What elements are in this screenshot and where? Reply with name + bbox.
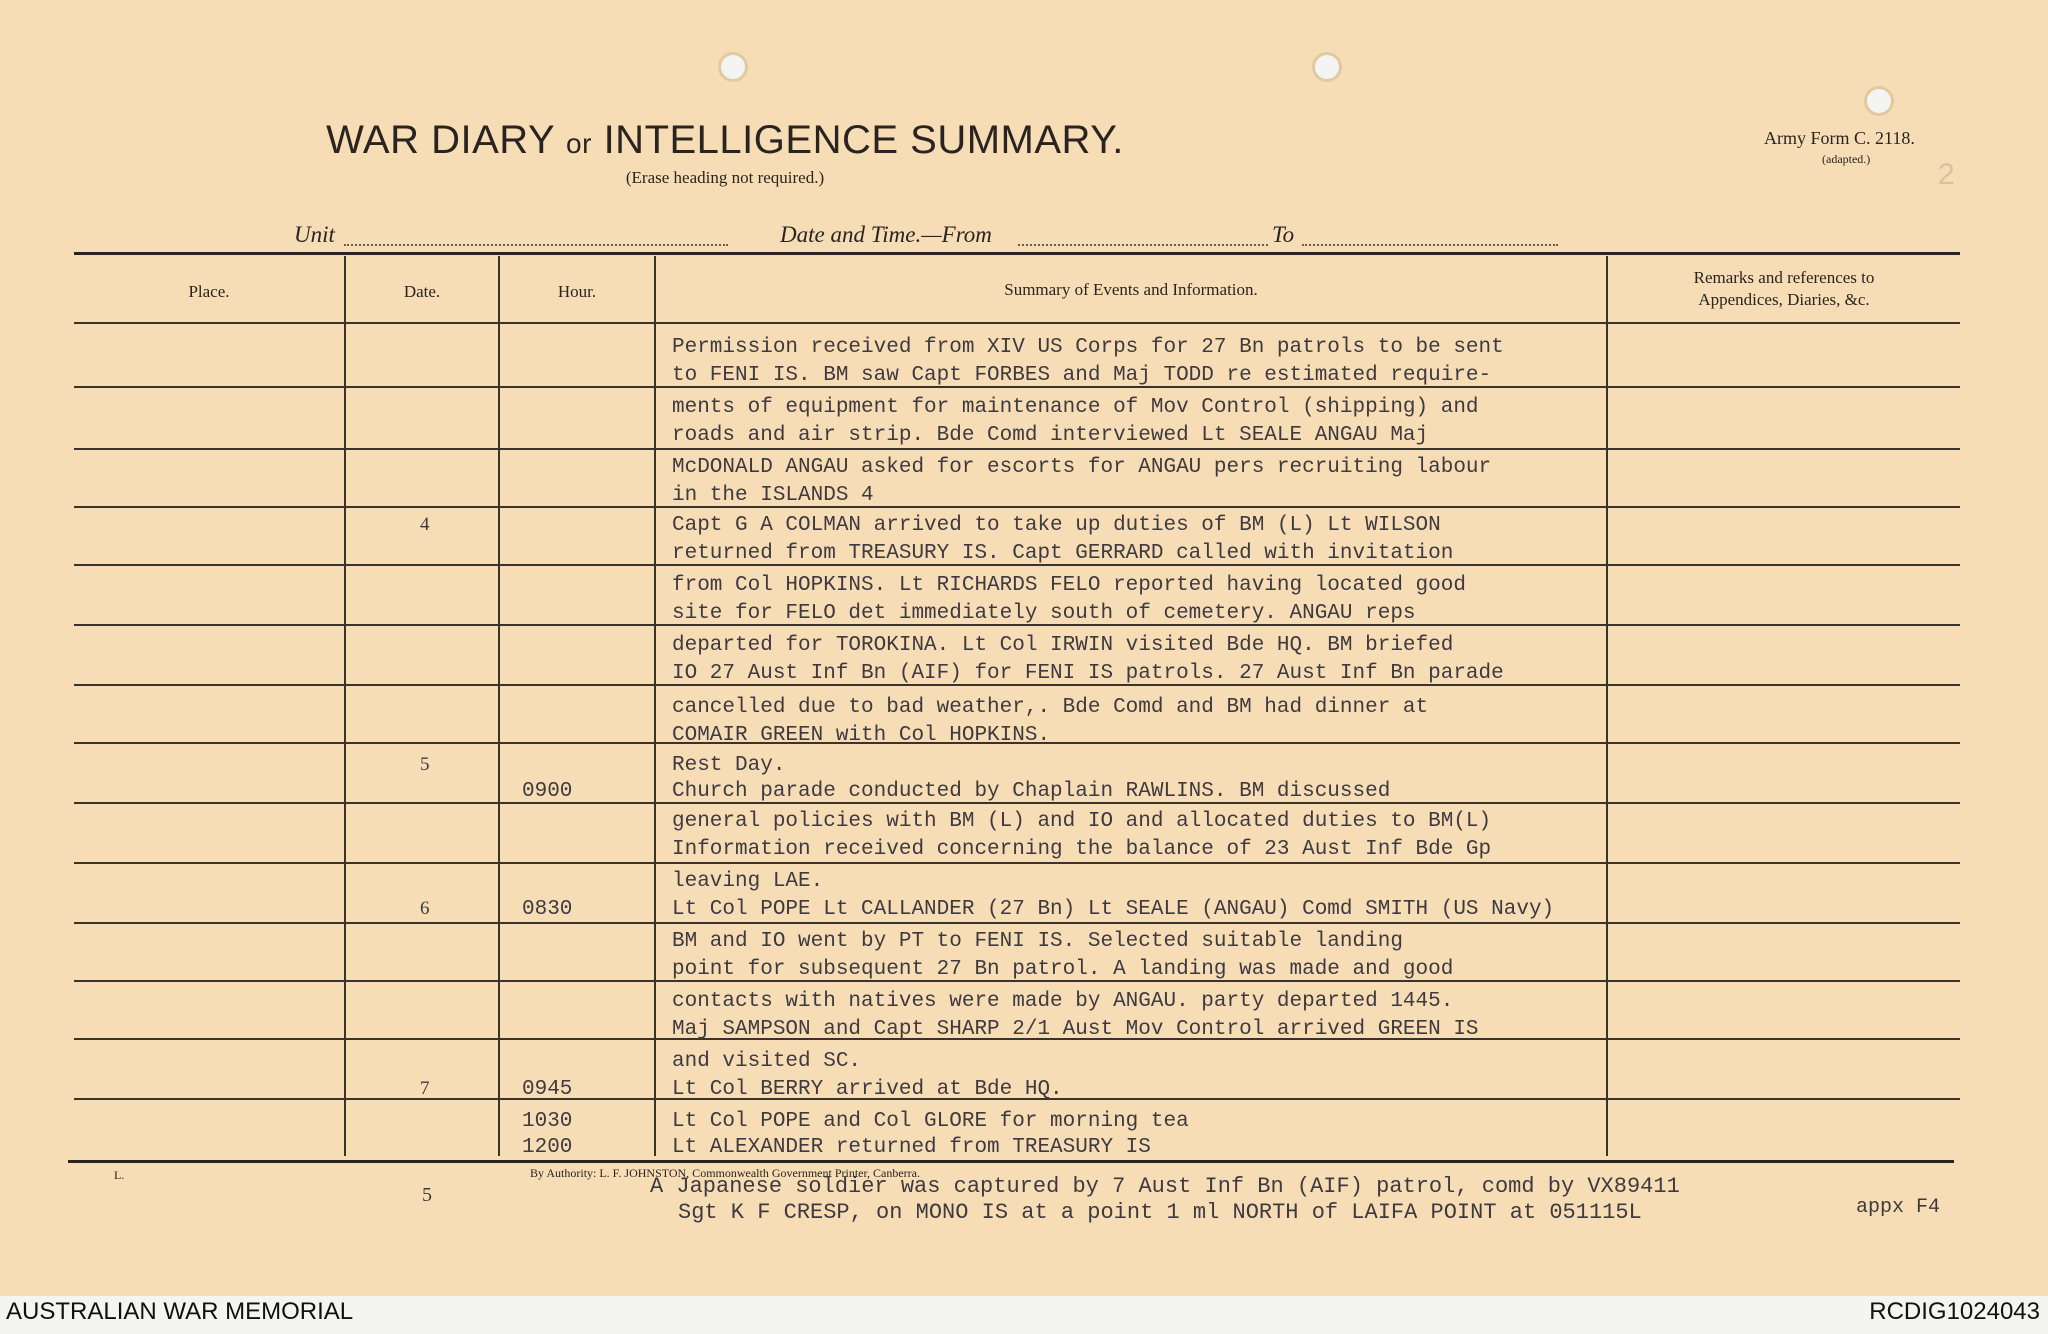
to-field	[1302, 224, 1558, 246]
to-label: To	[1272, 222, 1295, 247]
entry-text: Lt ALEXANDER returned from TREASURY IS	[672, 1136, 1151, 1159]
col-header-remarks: Appendices, Diaries, &c.	[1698, 290, 1870, 309]
entry-text: returned from TREASURY IS. Capt GERRARD called with invitation	[672, 542, 1454, 565]
table-bottom-rule	[68, 1160, 1954, 1163]
ruled-line	[74, 322, 1960, 324]
ruled-line	[74, 448, 1960, 450]
punch-hole	[1312, 52, 1342, 82]
entry-hour: 0830	[522, 898, 573, 921]
pencil-mark: 2	[1938, 158, 1955, 191]
entry-text: roads and air strip. Bde Comd interviewed Lt SEALE ANGAU Maj	[672, 424, 1429, 447]
unit-label: Unit	[294, 222, 335, 247]
entry-text: site for FELO det immediately south of cemetery. ANGAU reps	[672, 602, 1416, 625]
entry-text: ments of equipment for maintenance of Mov Control (shipping) and	[672, 396, 1479, 419]
l-mark: L.	[114, 1168, 125, 1182]
from-field	[1018, 224, 1268, 246]
entry-date: 4	[420, 514, 430, 535]
entry-hour: 1030	[522, 1110, 573, 1133]
entry-text: Permission received from XIV US Corps for 27 Bn patrols to be sent	[672, 336, 1504, 359]
entry-date: 5	[420, 754, 430, 775]
entry-text: McDONALD ANGAU asked for escorts for ANGAU pers recruiting labour	[672, 456, 1492, 479]
entry-text: cancelled due to bad weather,. Bde Comd and BM had dinner at	[672, 696, 1429, 719]
entry-text: from Col HOPKINS. Lt RICHARDS FELO reported having located good	[672, 574, 1466, 597]
entry-text: Maj SAMPSON and Capt SHARP 2/1 Aust Mov Control arrived GREEN IS	[672, 1018, 1479, 1041]
col-header-hour: Hour.	[557, 282, 597, 301]
entry-text: Capt G A COLMAN arrived to take up duties of BM (L) Lt WILSON	[672, 514, 1441, 537]
entry-text: Information received concerning the balance of 23 Aust Inf Bde Gp	[672, 838, 1492, 861]
ruled-line	[74, 862, 1960, 864]
entry-text: point for subsequent 27 Bn patrol. A landing was made and good	[672, 958, 1454, 981]
col-header-remarks: Remarks and references to	[1693, 268, 1875, 287]
record-id: RCDIG1024043	[1869, 1298, 2040, 1325]
entry-text: contacts with natives were made by ANGAU. party departed 1445.	[672, 990, 1454, 1013]
entry-date: 6	[420, 898, 430, 919]
column-divider	[498, 256, 500, 1156]
entry-text: Lt Col POPE Lt CALLANDER (27 Bn) Lt SEALE (ANGAU) Comd SMITH (US Navy)	[672, 898, 1555, 921]
entry-text: Church parade conducted by Chaplain RAWLINS. BM discussed	[672, 780, 1391, 803]
col-header-place: Place.	[188, 282, 230, 301]
table-top-rule	[74, 252, 1960, 255]
entry-text: leaving LAE.	[672, 870, 824, 893]
entry-text: Lt Col POPE and Col GLORE for morning tea	[672, 1110, 1189, 1133]
column-divider	[344, 256, 346, 1156]
entry-text: general policies with BM (L) and IO and allocated duties to BM(L)	[672, 810, 1492, 833]
extra-entry-date: 5	[422, 1184, 432, 1206]
erase-note: (Erase heading not required.)	[625, 168, 825, 187]
col-header-summary: Summary of Events and Information.	[1004, 280, 1258, 299]
printer-authority: By Authority: L. F. JOHNSTON, Commonwealth Government Printer, Canberra.	[530, 1166, 920, 1180]
extra-entry-line: Sgt K F CRESP, on MONO IS at a point 1 ml NORTH of LAIFA POINT at 051115L	[678, 1200, 1642, 1225]
entry-text: Rest Day.	[672, 754, 786, 777]
column-divider	[654, 256, 656, 1156]
unit-field	[344, 224, 728, 246]
entry-text: COMAIR GREEN with Col HOPKINS.	[672, 724, 1051, 747]
appendix-reference: appx F4	[1856, 1196, 1941, 1219]
entry-hour: 0900	[522, 780, 573, 803]
army-form-number: Army Form C. 2118.	[1764, 128, 1915, 148]
extra-entry-line: A Japanese soldier was captured by 7 Aust Inf Bn (AIF) patrol, comd by VX89411	[650, 1174, 1680, 1199]
entry-date: 7	[420, 1078, 430, 1099]
entry-text: in the ISLANDS 4	[672, 484, 874, 507]
column-divider	[1606, 256, 1608, 1156]
ruled-line	[74, 506, 1960, 508]
punch-hole	[718, 52, 748, 82]
entry-text: and visited SC.	[672, 1050, 862, 1073]
entry-hour: 1200	[522, 1136, 573, 1159]
entry-text: Lt Col BERRY arrived at Bde HQ.	[672, 1078, 1063, 1101]
entry-text: to FENI IS. BM saw Capt FORBES and Maj TODD re estimated require-	[672, 364, 1492, 387]
form-title: WAR DIARY or INTELLIGENCE SUMMARY.	[326, 118, 1124, 162]
entry-text: BM and IO went by PT to FENI IS. Selected suitable landing	[672, 930, 1403, 953]
entry-text: IO 27 Aust Inf Bn (AIF) for FENI IS patrols. 27 Aust Inf Bn parade	[672, 662, 1504, 685]
ruled-line	[74, 922, 1960, 924]
archive-caption: AUSTRALIAN WAR MEMORIAL	[6, 1298, 354, 1325]
entry-text: departed for TOROKINA. Lt Col IRWIN visited Bde HQ. BM briefed	[672, 634, 1454, 657]
date-time-label: Date and Time.—From	[780, 222, 992, 247]
adapted-note: (adapted.)	[1822, 152, 1871, 166]
punch-hole	[1864, 86, 1894, 116]
entry-hour: 0945	[522, 1078, 573, 1101]
col-header-date: Date.	[403, 282, 441, 301]
